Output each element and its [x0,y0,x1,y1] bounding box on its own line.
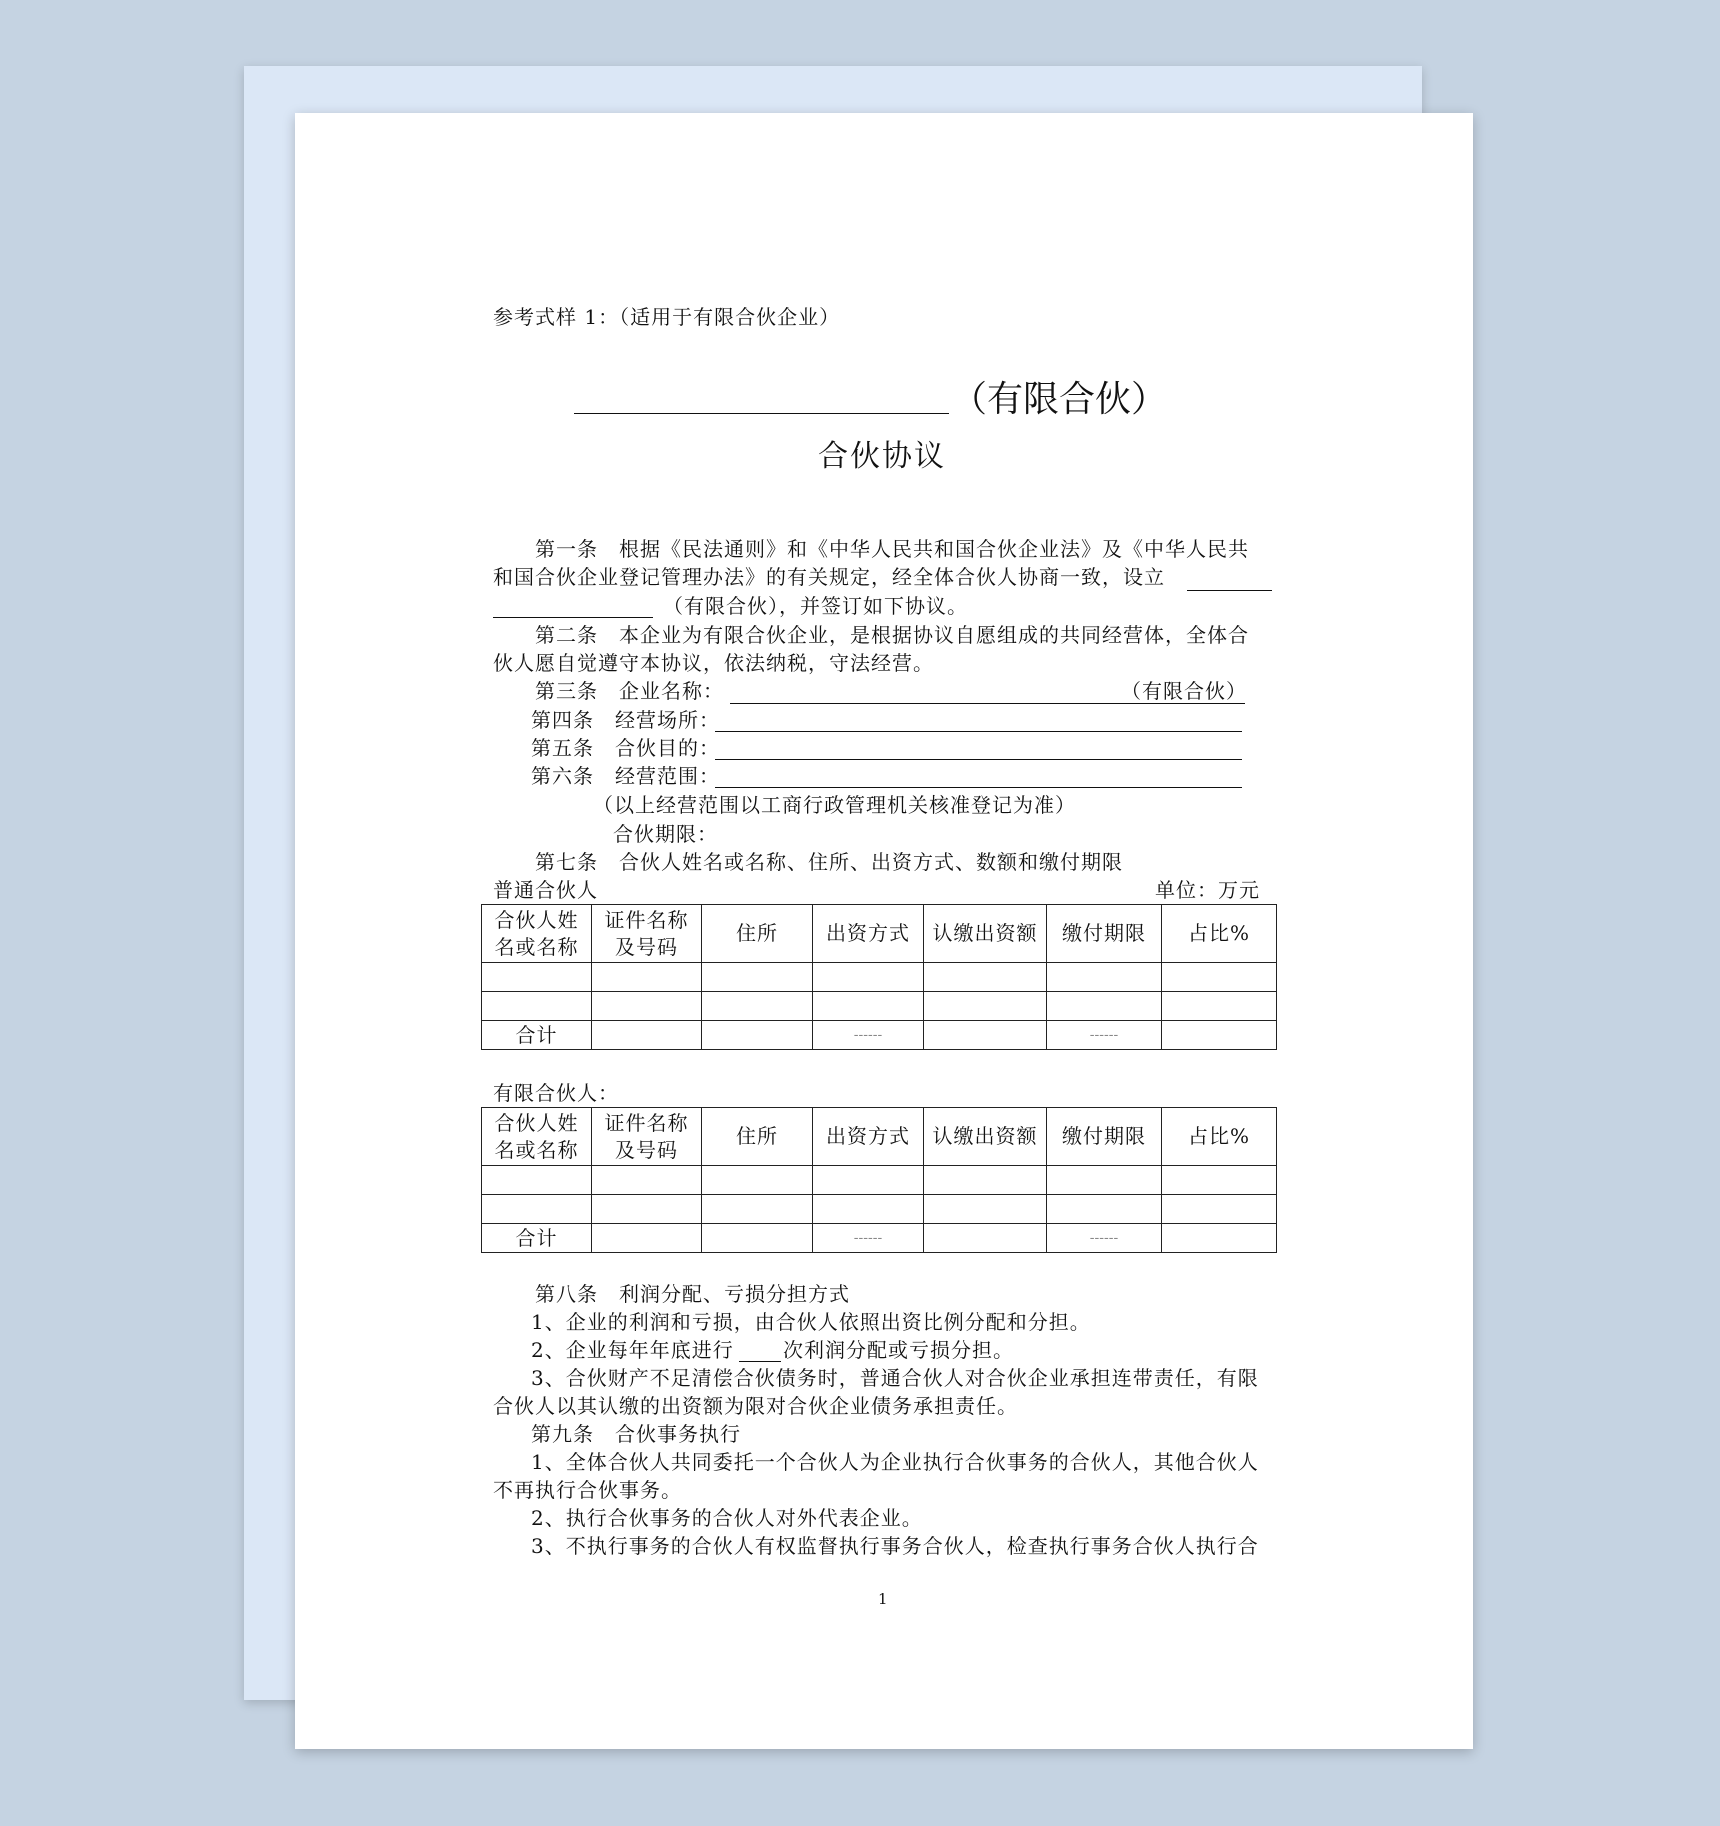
table-cell [924,1166,1047,1195]
article-8: 第八条 利润分配、亏损分担方式 [535,1282,850,1306]
unit-label: 单位：万元 [1155,878,1260,902]
table-row [482,1195,1277,1224]
limited-partner-table [481,1107,1277,1253]
table-cell [702,1195,813,1224]
table-cell [592,1224,702,1253]
header-contribution-method: 出资方式 [813,905,924,963]
header-address: 住所 [702,905,813,963]
article-2-line-2: 伙人愿自觉遵守本协议，依法纳税，守法经营。 [493,651,934,675]
dash-placeholder: ------ [1047,1224,1162,1253]
header-subscribed-amount: 认缴出资额 [924,1108,1047,1166]
enterprise-name-blank [574,413,949,414]
distribution-count-blank [739,1361,781,1362]
article-3-suffix: （有限合伙） [1121,679,1247,703]
header-subscribed-amount: 认缴出资额 [924,905,1047,963]
title-suffix: （有限合伙） [951,379,1168,420]
table-cell [482,992,592,1021]
article-9-item-1-line-1: 1、全体合伙人共同委托一个合伙人为企业执行合伙事务的合伙人，其他合伙人 [531,1450,1259,1474]
article-4-label: 第四条 经营场所： [531,708,720,732]
table-cell [924,1224,1047,1253]
table-cell [1047,992,1162,1021]
table-cell [1162,1166,1277,1195]
business-scope-blank [715,787,1242,788]
header-ratio: 占比% [1162,1108,1277,1166]
article-1-line-3: （有限合伙），并签订如下协议。 [663,594,968,618]
table-cell [1047,1195,1162,1224]
article-3-label: 第三条 企业名称： [535,679,724,703]
table-cell [1162,992,1277,1021]
header-payment-term: 缴付期限 [1047,1108,1162,1166]
article-8-item-2-pre: 2、企业每年年底进行 [531,1338,734,1362]
table-row [482,992,1277,1021]
table-total-row [482,1021,1277,1050]
article-9-item-1-line-2: 不再执行合伙事务。 [493,1478,682,1502]
table-cell [592,963,702,992]
article-1-blank-b [493,617,653,618]
table-cell [482,963,592,992]
table-cell [813,992,924,1021]
sample-label: 参考式样 1：（适用于有限合伙企业） [493,305,841,329]
table-row [482,963,1277,992]
table-cell [702,1166,813,1195]
article-9: 第九条 合伙事务执行 [531,1422,741,1446]
article-2-line-1: 第二条 本企业为有限合伙企业，是根据协议自愿组成的共同经营体，全体合 [535,623,1249,647]
scope-note: （以上经营范围以工商行政管理机关核准登记为准） [593,793,1076,817]
header-partner-name: 合伙人姓 名或名称 [482,905,592,963]
page-title: 合伙协议 [818,439,946,474]
table-cell [924,992,1047,1021]
header-partner-name: 合伙人姓 名或名称 [482,1108,592,1166]
table-cell [702,963,813,992]
header-address: 住所 [702,1108,813,1166]
table-cell [1162,963,1277,992]
header-id-doc: 证件名称 及号码 [592,1108,702,1166]
table-cell [924,1195,1047,1224]
table-header-row [482,1108,1277,1166]
article-6-label: 第六条 经营范围： [531,764,720,788]
table-cell [813,1195,924,1224]
table-cell [813,1166,924,1195]
business-place-blank [715,731,1242,732]
header-ratio: 占比% [1162,905,1277,963]
table-cell [592,992,702,1021]
dash-placeholder: ------ [813,1021,924,1050]
total-label: 合计 [482,1021,592,1050]
article-8-item-1: 1、企业的利润和亏损，由合伙人依照出资比例分配和分担。 [531,1310,1091,1334]
table-cell [1162,1195,1277,1224]
dash-placeholder: ------ [1047,1021,1162,1050]
article-9-item-2: 2、执行合伙事务的合伙人对外代表企业。 [531,1506,923,1530]
header-payment-term: 缴付期限 [1047,905,1162,963]
table-cell [592,1021,702,1050]
limited-partner-label: 有限合伙人： [493,1081,619,1105]
article-8-item-2-post: 次利润分配或亏损分担。 [783,1338,1014,1362]
article-9-item-3: 3、不执行事务的合伙人有权监督执行事务合伙人，检查执行事务合伙人执行合 [531,1534,1259,1558]
article-5-label: 第五条 合伙目的： [531,736,720,760]
table-cell [592,1195,702,1224]
table-cell [482,1166,592,1195]
table-cell [1162,1021,1277,1050]
article-8-item-3-line-1: 3、合伙财产不足清偿合伙债务时，普通合伙人对合伙企业承担连带责任，有限 [531,1366,1259,1390]
table-cell [702,1021,813,1050]
general-partner-table [481,904,1277,1050]
partnership-purpose-blank [715,759,1242,760]
article-1-blank-a [1187,590,1272,591]
term-label: 合伙期限： [613,822,718,846]
general-partner-label: 普通合伙人 [493,878,598,902]
table-cell [482,1195,592,1224]
document-page [295,113,1473,1749]
table-row [482,1166,1277,1195]
dash-placeholder: ------ [813,1224,924,1253]
header-id-doc: 证件名称 及号码 [592,905,702,963]
table-cell [702,992,813,1021]
table-cell [1047,963,1162,992]
article-1-line-2: 和国合伙企业登记管理办法》的有关规定，经全体合伙人协商一致，设立 [493,565,1165,589]
table-cell [1162,1224,1277,1253]
article-1-line-1: 第一条 根据《民法通则》和《中华人民共和国合伙企业法》及《中华人民共 [535,537,1249,561]
header-contribution-method: 出资方式 [813,1108,924,1166]
table-header-row [482,905,1277,963]
table-cell [924,1021,1047,1050]
table-cell [924,963,1047,992]
article-7: 第七条 合伙人姓名或名称、住所、出资方式、数额和缴付期限 [535,850,1123,874]
article-8-item-3-line-2: 合伙人以其认缴的出资额为限对合伙企业债务承担责任。 [493,1394,1018,1418]
table-cell [1047,1166,1162,1195]
table-total-row [482,1224,1277,1253]
total-label: 合计 [482,1224,592,1253]
table-cell [813,963,924,992]
table-cell [702,1224,813,1253]
page-number: 1 [878,1590,888,1608]
table-cell [592,1166,702,1195]
